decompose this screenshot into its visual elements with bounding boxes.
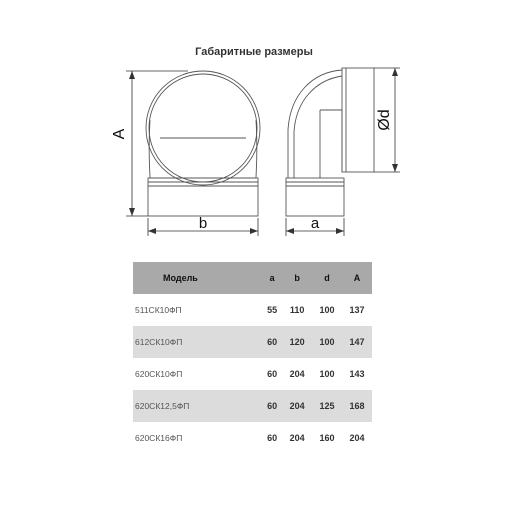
side-view: [286, 68, 374, 216]
dimension-label-A: A: [111, 128, 128, 140]
cell-d: 160: [319, 433, 335, 443]
front-view: [146, 71, 260, 216]
cell-model: 620СК10ФП: [135, 369, 183, 379]
cell-d: 100: [312, 326, 342, 358]
cell-A: 143: [349, 369, 365, 379]
header-a: a: [262, 262, 282, 294]
dimension-label-a: a: [310, 215, 320, 232]
header-d: d: [312, 262, 342, 294]
cell-model: 620СК16ФП: [135, 433, 183, 443]
table-row: [133, 422, 372, 454]
header-b: b: [282, 262, 312, 294]
cell-A: 168: [342, 390, 372, 422]
cell-model: 511СК10ФП: [135, 305, 182, 315]
cell-A: 204: [349, 433, 365, 443]
cell-a: 60: [262, 326, 282, 358]
cell-b: 204: [289, 433, 305, 443]
table-row: [133, 358, 372, 390]
arrow-heads: [129, 68, 398, 234]
table-row: [133, 294, 372, 326]
dimension-label-b: b: [198, 215, 208, 232]
cell-b: 204: [289, 369, 305, 379]
dimension-lines: [126, 68, 400, 236]
cell-b: 120: [282, 326, 312, 358]
cell-b: 204: [282, 390, 312, 422]
dimension-label-diameter: Ød: [376, 109, 393, 131]
cell-d: 100: [319, 305, 335, 315]
specs-table: [133, 262, 372, 454]
cell-d: 125: [312, 390, 342, 422]
cell-A: 147: [342, 326, 372, 358]
table-row: [133, 326, 372, 358]
cell-a: 60: [267, 433, 278, 443]
cell-model: 620СК12,5ФП: [133, 390, 262, 422]
header-model: Модель: [133, 262, 262, 294]
cell-b: 110: [289, 305, 305, 315]
cell-d: 100: [319, 369, 335, 379]
cell-model: 612СК10ФП: [133, 326, 262, 358]
cell-a: 60: [267, 369, 278, 379]
cell-a: 55: [267, 305, 278, 315]
cell-a: 60: [262, 390, 282, 422]
header-A: A: [342, 262, 372, 294]
cell-A: 137: [349, 305, 365, 315]
table-row: [133, 390, 372, 422]
diagram-title: Габаритные размеры: [195, 46, 313, 58]
table-header-row: [133, 262, 372, 294]
